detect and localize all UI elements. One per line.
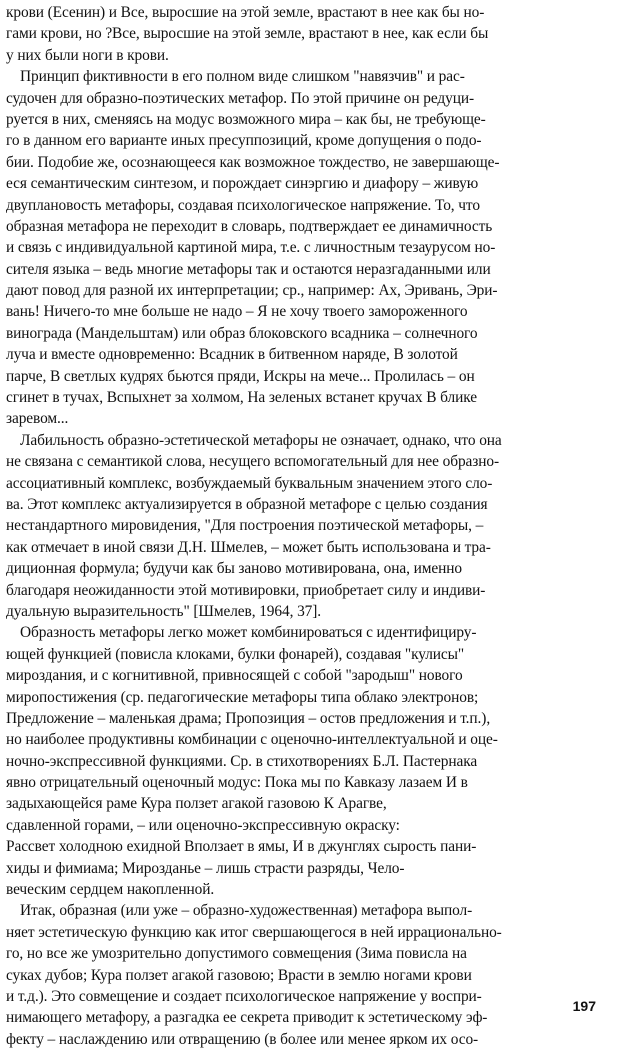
text-line: Лабильность образно-эстетической метафоры не означает, однако, что она bbox=[20, 431, 502, 449]
text-line: гами крови, но ?Все, выросшие на этой земле, врастают в нее, как если бы bbox=[6, 25, 489, 43]
text-line: няет эстетическую функцию как итог свершающегося в ней иррационально- bbox=[6, 923, 502, 941]
text-line: суках дубов; Кура ползет агакой газовою; Врасти в землю ногами крови bbox=[6, 966, 472, 984]
text-line: Принцип фиктивности в его полном виде слишком "навязчив" и рас- bbox=[20, 68, 465, 86]
text-line: вань! Ничего-то мне больше не надо – Я не хочу твоего замороженного bbox=[6, 303, 468, 321]
text-line: и связь с индивидуальной картиной мира, т.е. с личностным тезаурусом но- bbox=[6, 239, 496, 257]
text-line: задыхающейся раме Кура ползет агакой газовою К Арагве, bbox=[6, 795, 387, 813]
text-line: явно отрицательный оценочный модус: Пока мы по Кавказу лазаем И в bbox=[6, 774, 468, 792]
text-line: Итак, образная (или уже – образно-художественная) метафора выпол- bbox=[20, 902, 473, 920]
text-line: сдавленной горами, – или оценочно-экспрессивную окраску: bbox=[6, 816, 400, 834]
text-line: нимающего метафору, а разгадка ее секрета приводит к эстетическому эф- bbox=[6, 1009, 488, 1027]
text-line: ющей функцией (повисла клоками, булки фонарей), создавая "кулисы" bbox=[6, 645, 465, 663]
text-line: ва. Этот комплекс актуализируется в образной метафоре с целью создания bbox=[6, 495, 488, 513]
text-line: Образность метафоры легко может комбинироваться с идентифициру- bbox=[20, 624, 477, 642]
text-line: дают повод для разной их интерпретации; ср., например: Ах, Эривань, Эри- bbox=[6, 282, 498, 300]
text-line: диционная формула; будучи как бы заново мотивирована, она, именно bbox=[6, 560, 462, 578]
text-line: крови (Есенин) и Все, выросшие на этой земле, врастают в нее как бы но- bbox=[6, 4, 485, 21]
text-line: у них были ноги в крови. bbox=[6, 46, 169, 64]
text-line: Предложение – маленькая драма; Пропозиция – остов предложения и т.п.), bbox=[6, 709, 491, 727]
text-line: луча и вместе одновременно: Всадник в битвенном наряде, В золотой bbox=[6, 346, 458, 364]
text-line: нестандартного мировидения, "Для построения поэтической метафоры, – bbox=[6, 517, 484, 535]
text-line: и т.д.). Это совмещение и создает психологическое напряжение у воспри- bbox=[6, 987, 482, 1005]
text-line: дуальную выразительность" [Шмелев, 1964, 37]. bbox=[6, 602, 322, 620]
page-number: 197 bbox=[572, 998, 596, 1014]
text-line: го, но все же умозрительно допустимого совмещения (Зима повисла на bbox=[6, 945, 467, 963]
text-line: винограда (Мандельштам) или образ блоковского всадника – солнечного bbox=[6, 324, 478, 342]
text-line: миропостижения (ср. педагогические метафоры типа облако электронов; bbox=[6, 688, 479, 706]
text-line: заревом... bbox=[6, 410, 69, 428]
body-text bbox=[6, 2, 610, 1050]
text-line: еся семантическим синтезом, и порождает синэргию и диафору – живую bbox=[6, 175, 479, 193]
text-line: бии. Подобие же, осознающееся как возможное тождество, не завершающе- bbox=[6, 153, 500, 171]
text-line: как отмечает в иной связи Д.Н. Шмелев, – может быть использована и тра- bbox=[6, 538, 491, 556]
text-line: но наиболее продуктивны комбинации с оценочно-интеллектуальной и оце- bbox=[6, 731, 498, 749]
text-line: веческим сердцем накопленной. bbox=[6, 881, 215, 899]
text-line: ассоциативный комплекс, возбуждаемый буквальным значением этого сло- bbox=[6, 474, 493, 492]
text-line: не связана с семантикой слова, несущего вспомогательный для нее образно- bbox=[6, 453, 500, 471]
text-line: фекту – наслаждению или отвращению (в более или менее ярком их осо- bbox=[6, 1030, 479, 1048]
text-line: хиды и фимиама; Мирозданье – лишь страсти разряды, Чело- bbox=[6, 859, 405, 877]
text-line: образная метафора не переходит в словарь, подтверждает ее динамичность bbox=[6, 217, 493, 235]
text-line: благодаря неожиданности этой мотивировки, приобретает силу и индиви- bbox=[6, 581, 486, 599]
text-line: мироздания, и с когнитивной, привносящей с собой "зародыш" нового bbox=[6, 667, 463, 685]
text-line: руется в них, сменяясь на модус возможного мира – как бы, не требующе- bbox=[6, 110, 486, 128]
text-line: ночно-экспрессивной функциями. Ср. в стихотворениях Б.Л. Пастернака bbox=[6, 752, 478, 770]
text-line: двуплановость метафоры, создавая психологическое напряжение. То, что bbox=[6, 196, 480, 214]
text-line: Рассвет холодною ехидной Вползает в ямы, И в джунглях сырость пани- bbox=[6, 838, 477, 856]
text-line: парче, В светлых кудрях бьются пряди, Искры на мече... Пролилась – он bbox=[6, 367, 475, 385]
text-line: судочен для образно-поэтических метафор. По этой причине он редуци- bbox=[6, 89, 475, 107]
text-line: сителя языка – ведь многие метафоры так и остаются неразгаданными или bbox=[6, 260, 491, 278]
text-line: сгинет в тучах, Вспыхнет за холмом, На зеленых встанет кручах В блике bbox=[6, 389, 477, 407]
text-line: го в данном его варианте иных пресуппозиций, кроме допущения о подо- bbox=[6, 132, 482, 150]
